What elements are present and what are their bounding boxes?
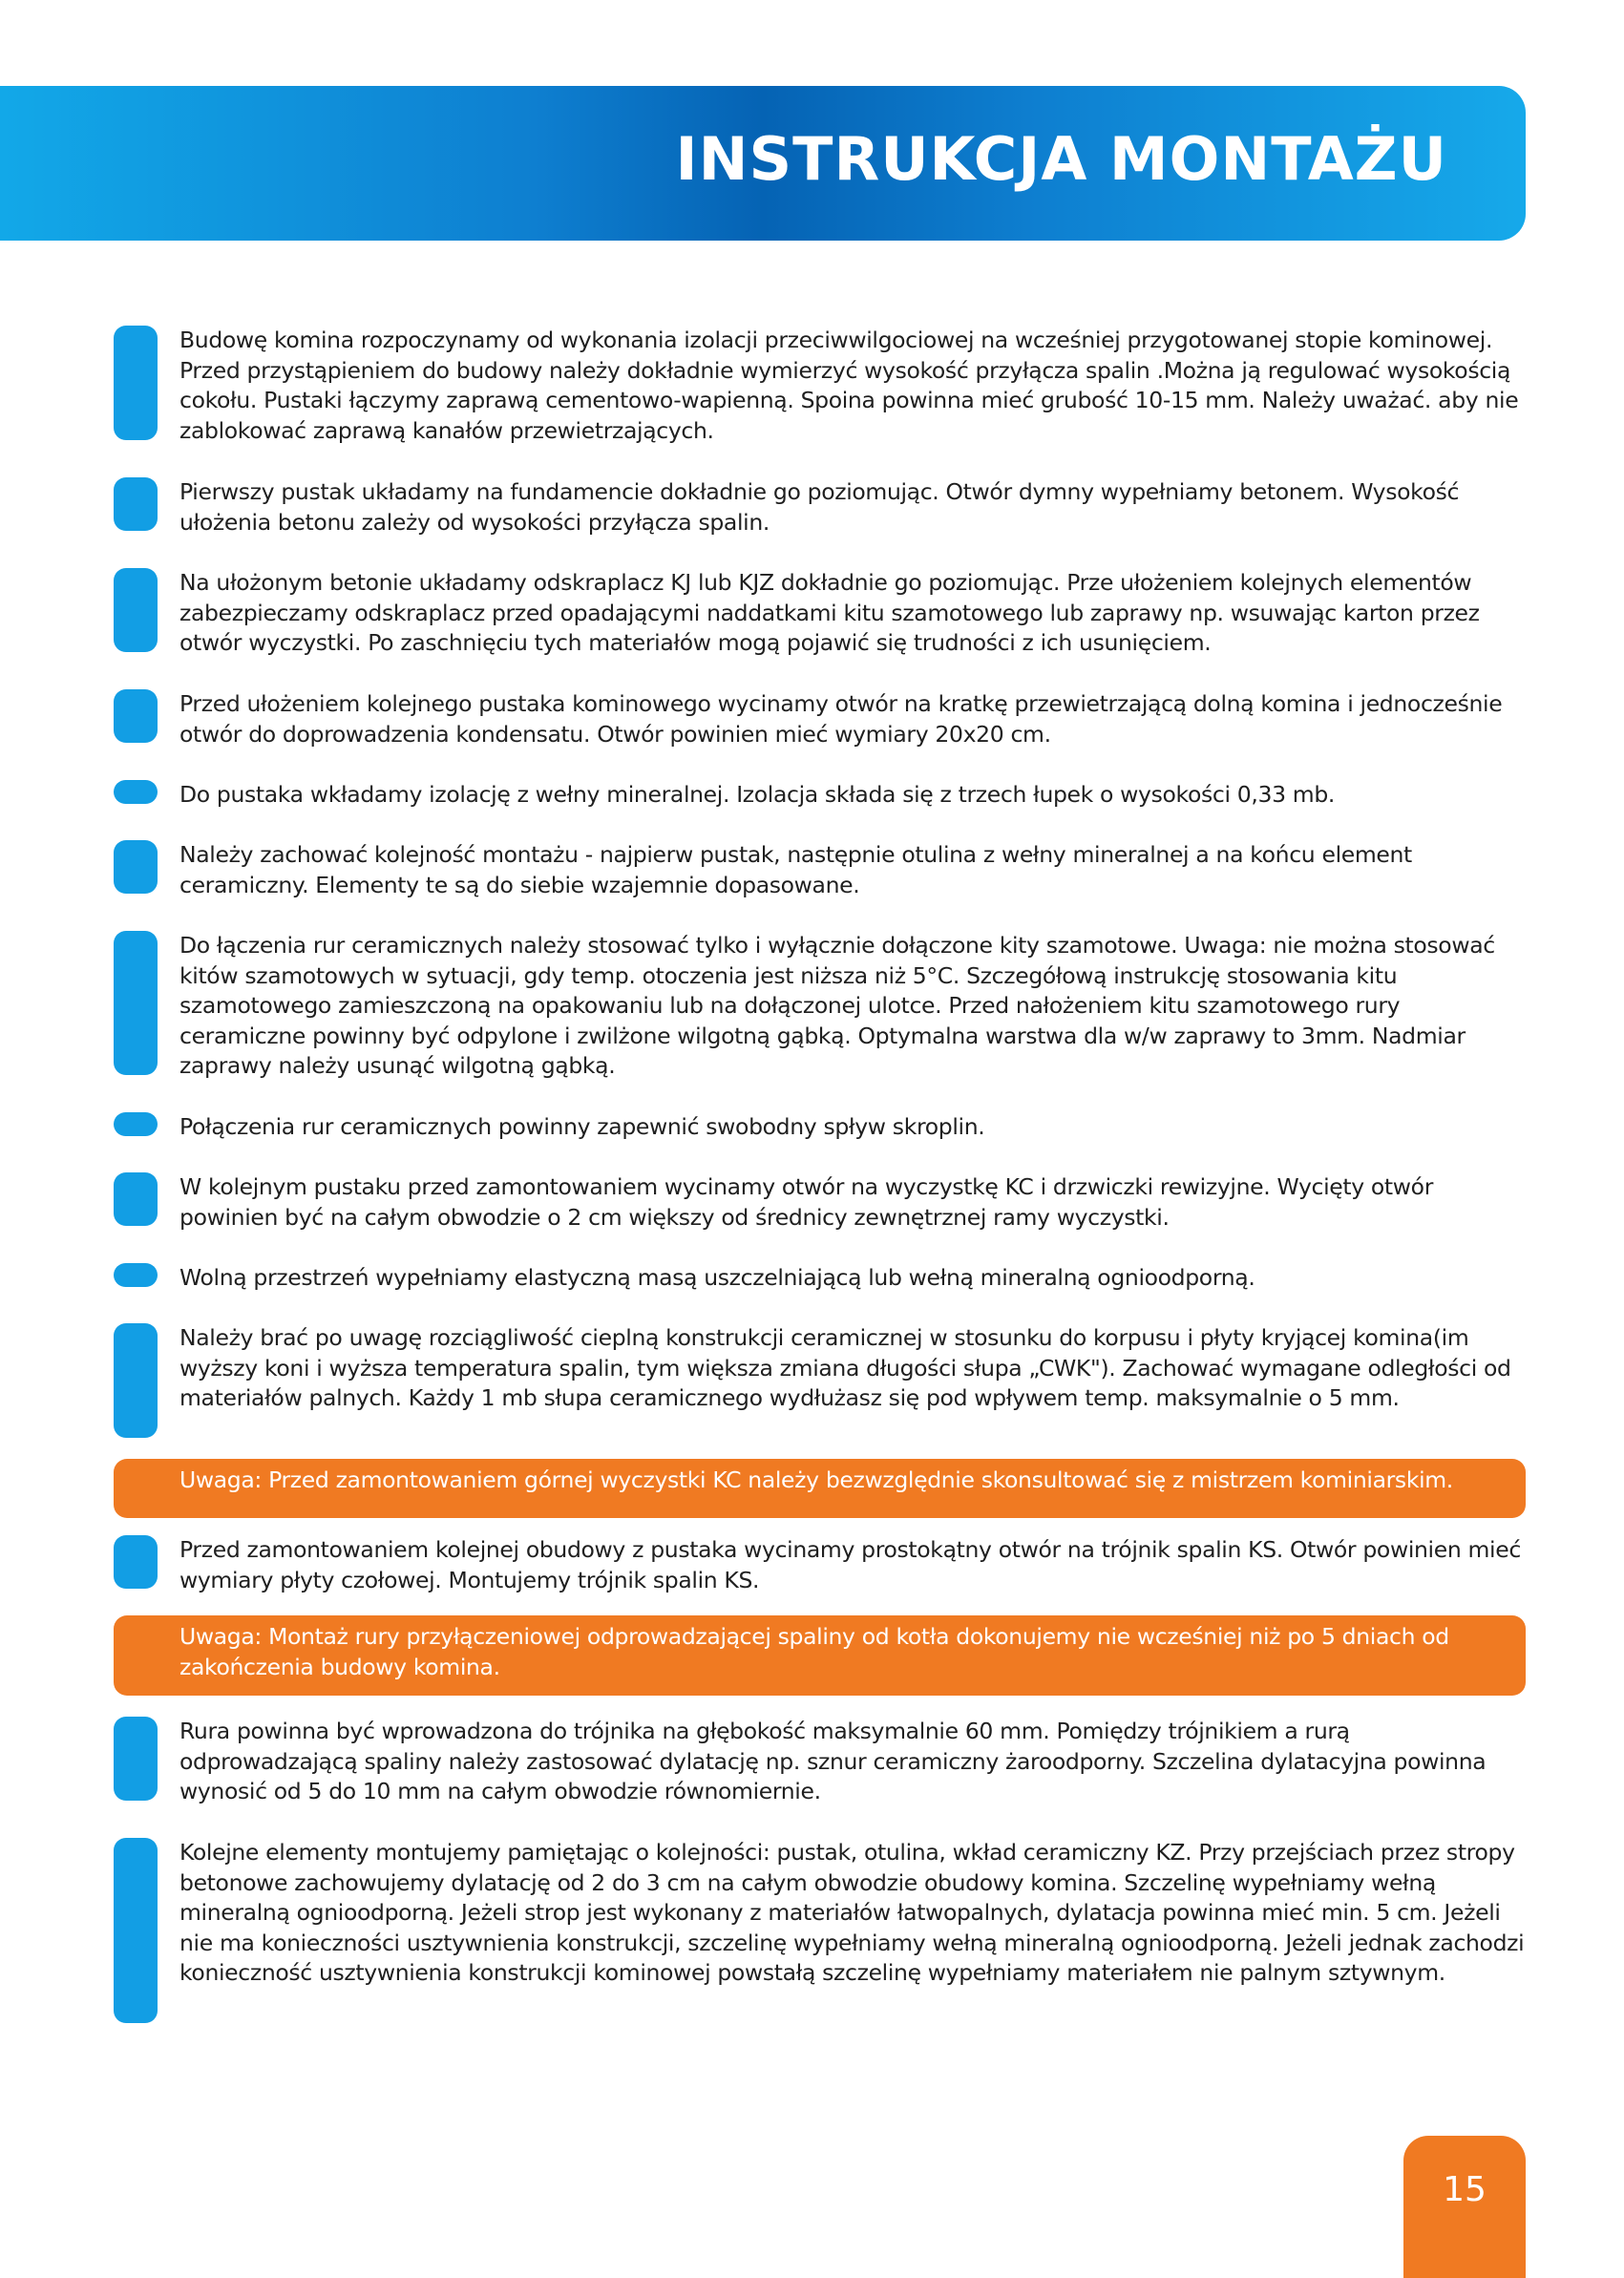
step-marker xyxy=(114,326,158,440)
step-text: Na ułożonym betonie układamy odskraplacz KJ lub KJZ dokładnie go poziomując. Prze ułożeniem kolejnych elementów zabezpieczamy odskraplacz przed opadającymi naddatkami kitu szamotowego lub zaprawy np. wsuwając karton przez otwór wyczystki. Po zaschnięciu tych materiałów mogą pojawić się trudności z ich usunięciem. xyxy=(179,569,1480,657)
page-title: INSTRUKCJA MONTAŻU xyxy=(675,124,1447,194)
step-text: Kolejne elementy montujemy pamiętając o kolejności: pustak, otulina, wkład ceramiczny KZ. Przy przejściach przez stropy betonowe zachowujemy dylatację od 2 do 3 cm na całym obwodzie obudowy komina. Szczelinę wypełniamy wełną mineralną ognioodporną. Jeżeli strop jest wykonany z materiałów łatwopalnych, dylatacja powinna mieć min. 5 cm. Jeżeli nie ma konieczności usztywnienia konstrukcji, szczelinę wypełniamy wełną mineralną ognioodporną. Jeżeli jednak zachodzi konieczność usztywnienia konstrukcji kominowej powstałą szczelinę wypełniamy materiałem nie palnym sztywnym. xyxy=(179,1839,1525,1987)
step-text: Do łączenia rur ceramicznych należy stosować tylko i wyłącznie dołączone kity szamotowe. Uwaga: nie można stosować kitów szamotowych w sytuacji, gdy temp. otoczenia jest niższa niż 5°C. Szczegółową instrukcję stosowania kitu szamotowego zamieszczoną na opakowaniu lub na dołączonej ulotce. Przed nałożeniem kitu szamotowego rury ceramiczne powinny być odpylone i zwilżone wilgotną gąbką. Optymalna warstwa dla w/w zaprawy to 3mm. Nadmiar zaprawy należy usunąć wilgotną gąbką. xyxy=(179,932,1495,1080)
step-text: Przed zamontowaniem kolejnej obudowy z pustaka wycinamy prostokątny otwór na trójnik spalin KS. Otwór powinien mieć wymiary płyty czołowej. Montujemy trójnik spalin KS. xyxy=(179,1536,1521,1593)
step-text: Połączenia rur ceramicznych powinny zapewnić swobodny spływ skroplin. xyxy=(179,1113,985,1140)
step-text: Budowę komina rozpoczynamy od wykonania izolacji przeciwwilgociowej na wcześniej przygotowanej stopie kominowej. Przed przystąpieniem do budowy należy dokładnie wymierzyć wysokość przyłącza spalin .Można ją regulować wysokością cokołu. Pustaki łączymy zaprawą cementowo-wapienną. Spoina powinna mieć grubość 10-15 mm. Należy uważać. aby nie zablokować zaprawą kanałów przewietrzających. xyxy=(179,327,1519,444)
step-marker xyxy=(114,1535,158,1589)
step-marker xyxy=(114,1263,158,1287)
step-text: Należy zachować kolejność montażu - najpierw pustak, następnie otulina z wełny mineralnej a na końcu element ceramiczny. Elementy te są do siebie wzajemnie dopasowane. xyxy=(179,841,1412,898)
header-band xyxy=(0,86,1526,241)
step-text: Rura powinna być wprowadzona do trójnika na głębokość maksymalnie 60 mm. Pomiędzy trójnikiem a rurą odprowadzającą spaliny należy zastosować dylatację np. sznur ceramiczny żaroodporny. Szczelina dylatacyjna powinna wynosić od 5 do 10 mm na całym obwodzie równomiernie. xyxy=(179,1718,1487,1805)
step-marker xyxy=(114,931,158,1075)
page-number: 15 xyxy=(1443,2170,1487,2209)
step-text: Wolną przestrzeń wypełniamy elastyczną masą uszczelniającą lub wełną mineralną ognioodporną. xyxy=(179,1264,1255,1291)
step-marker xyxy=(114,1838,158,2023)
warning-note: Uwaga: Montaż rury przyłączeniowej odprowadzającej spaliny od kotła dokonujemy nie wcześniej niż po 5 dniach od zakończenia budowy komina. xyxy=(114,1615,1526,1696)
step-marker xyxy=(114,1112,158,1136)
step-marker xyxy=(114,477,158,531)
step-text: Do pustaka wkładamy izolację z wełny mineralnej. Izolacja składa się z trzech łupek o wysokości 0,33 mb. xyxy=(179,781,1336,808)
page-number-tab xyxy=(1403,2136,1526,2278)
step-marker xyxy=(114,1717,158,1801)
step-marker xyxy=(114,689,158,743)
step-text: Przed ułożeniem kolejnego pustaka kominowego wycinamy otwór na kratkę przewietrzającą dolną komina i jednocześnie otwór do doprowadzenia kondensatu. Otwór powinien mieć wymiary 20x20 cm. xyxy=(179,690,1503,748)
step-marker xyxy=(114,1323,158,1438)
step-marker xyxy=(114,780,158,804)
step-text: W kolejnym pustaku przed zamontowaniem wycinamy otwór na wyczystkę KC i drzwiczki rewizyjne. Wycięty otwór powinien być na całym obwodzie o 2 cm większy od średnicy zewnętrznej ramy wyczystki. xyxy=(179,1173,1434,1231)
step-marker xyxy=(114,840,158,894)
step-text: Należy brać po uwagę rozciągliwość cieplną konstrukcji ceramicznej w stosunku do korpusu i płyty kryjącej komina(im wyższy koni i wyższa temperatura spalin, tym większa zmiana długości słupa „CWK"). Zachować wymagane odległości od materiałów palnych. Każdy 1 mb słupa ceramicznego wydłużasz się pod wpływem temp. maksymalnie o 5 mm. xyxy=(179,1324,1511,1412)
step-marker xyxy=(114,568,158,652)
warning-note: Uwaga: Przed zamontowaniem górnej wyczystki KC należy bezwzględnie skonsultować się z mistrzem kominiarskim. xyxy=(114,1459,1526,1518)
step-text: Pierwszy pustak układamy na fundamencie dokładnie go poziomując. Otwór dymny wypełniamy betonem. Wysokość ułożenia betonu zależy od wysokości przyłącza spalin. xyxy=(179,478,1460,536)
step-marker xyxy=(114,1172,158,1226)
